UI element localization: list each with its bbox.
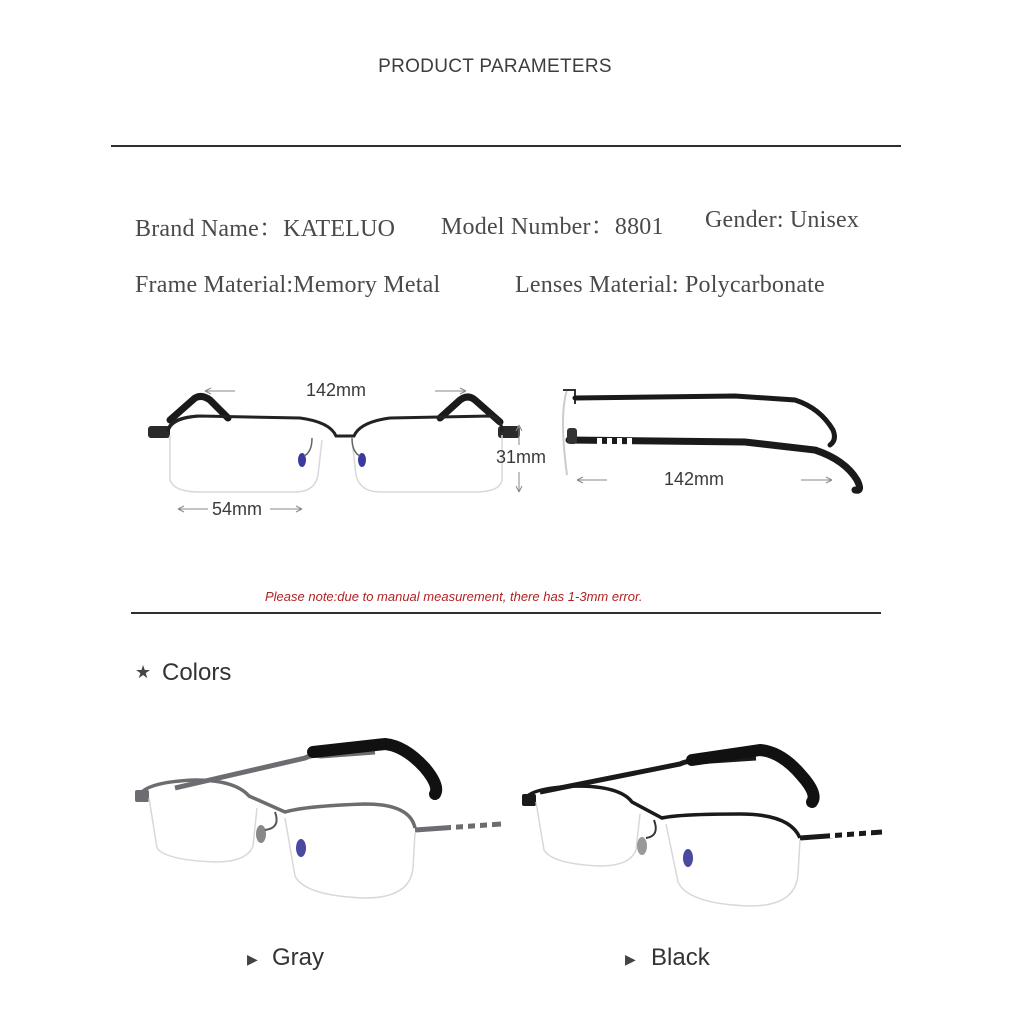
temple-length-label: 142mm <box>664 469 725 489</box>
header-divider <box>111 145 901 147</box>
glasses-black-image <box>520 742 890 917</box>
play-triangle-icon: ▶ <box>247 951 258 967</box>
model-number: Model Number：8801 <box>441 214 664 240</box>
lens-material: Lenses Material: Polycarbonate <box>515 272 825 298</box>
brand-name: Brand Name：KATELUO <box>135 216 396 242</box>
colors-heading: Colors <box>162 659 232 686</box>
glasses-front-view <box>140 380 530 520</box>
note-divider <box>131 612 881 614</box>
star-icon: ★ <box>135 662 152 682</box>
glasses-gray-image <box>135 738 505 908</box>
lens-width-label: 54mm <box>212 499 263 519</box>
page-title: PRODUCT PARAMETERS <box>378 56 612 77</box>
measurement-note: Please note:due to manual measurement, there has 1-3mm error. <box>265 589 643 604</box>
lens-height-label: 31mm <box>496 447 547 467</box>
play-triangle-icon: ▶ <box>625 951 636 967</box>
color-label-black: Black <box>651 944 710 971</box>
front-width-label: 142mm <box>306 380 367 400</box>
gender: Gender: Unisex <box>705 207 860 233</box>
frame-material: Frame Material:Memory Metal <box>135 272 441 298</box>
color-label-gray: Gray <box>272 944 325 971</box>
